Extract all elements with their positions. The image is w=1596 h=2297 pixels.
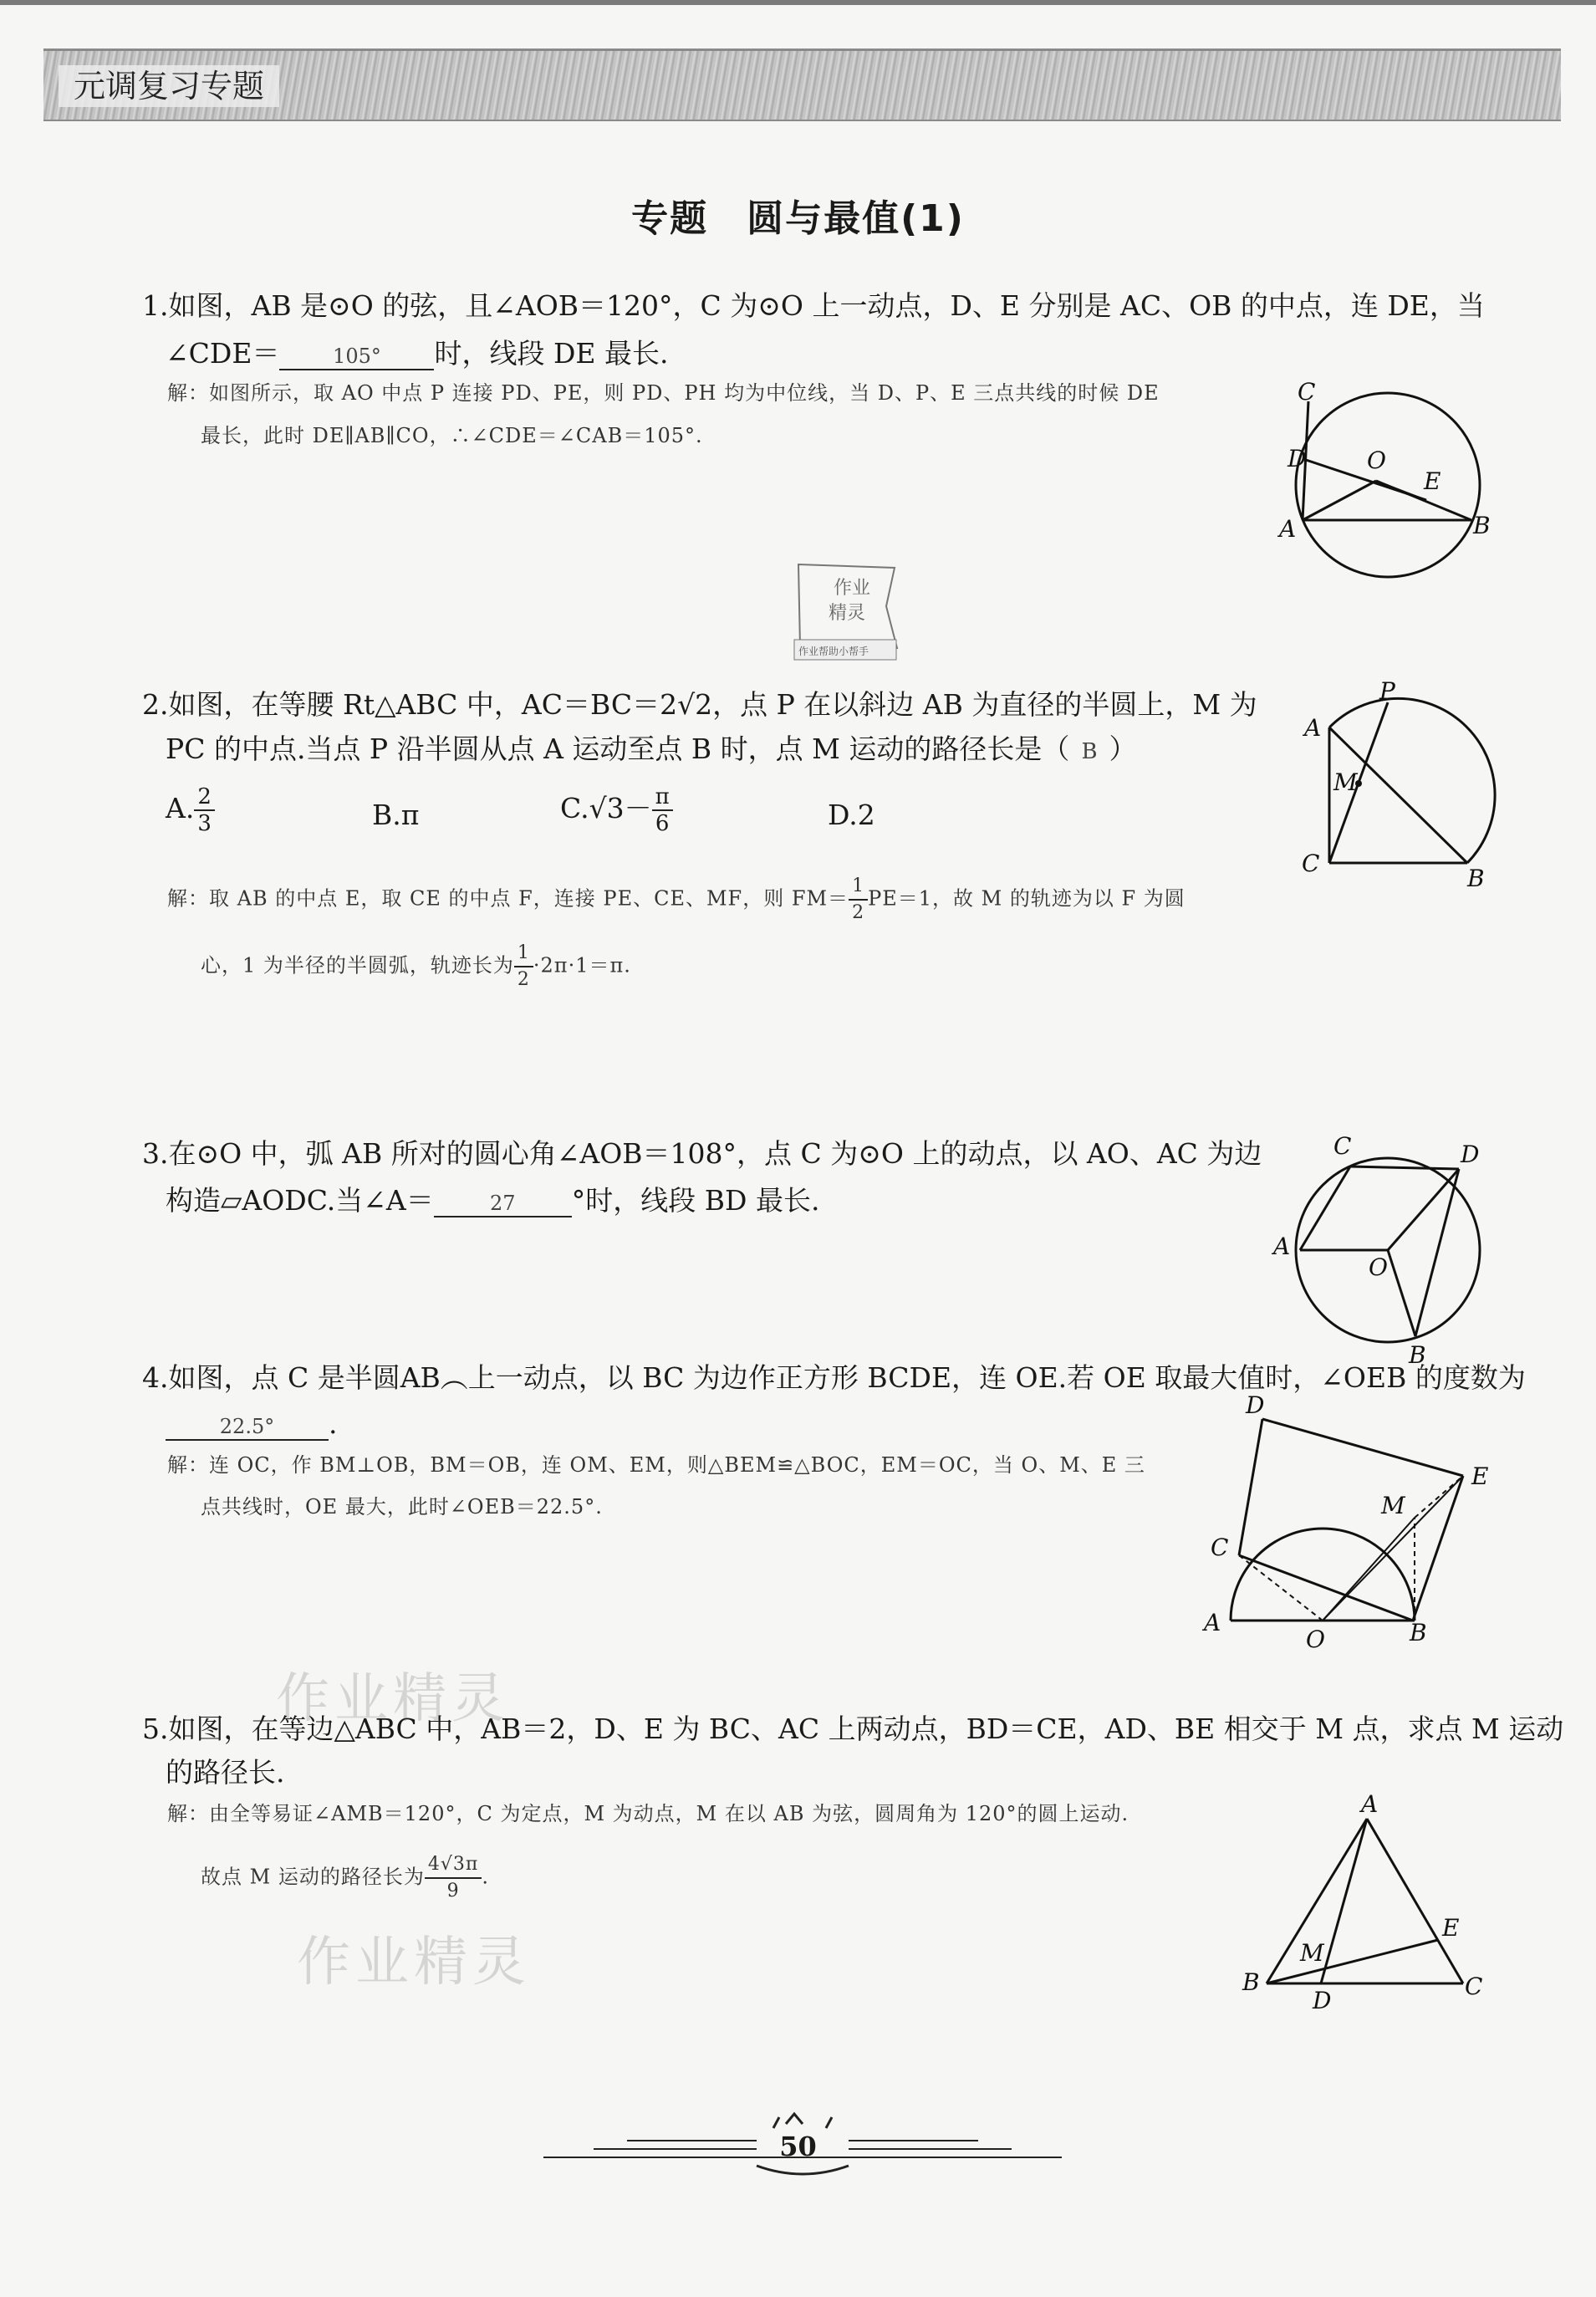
q5-fig-label-a: A	[1361, 1790, 1379, 1818]
q1-figure	[1271, 376, 1505, 585]
q2-fig-label-m: M	[1333, 768, 1358, 796]
q2-option-c-den: 6	[655, 811, 670, 836]
q5-fig-label-m: M	[1300, 1939, 1324, 1967]
q2-sol-1b: PE＝1，故 M 的轨迹为以 F 为圆	[868, 886, 1186, 911]
q2-option-c-prefix: C.√3－	[560, 792, 652, 824]
q4-fig-label-b: B	[1410, 1619, 1427, 1646]
q1-suffix: 时，线段 DE 最长.	[434, 337, 669, 370]
q2-option-b[interactable]: B.π	[372, 799, 420, 831]
q4-fig-label-o: O	[1306, 1626, 1325, 1653]
q2-sol-1a: 解：取 AB 的中点 E，取 CE 的中点 F，连接 PE、CE、MF，则 FM＝	[167, 886, 849, 911]
q5-fig-label-e: E	[1442, 1914, 1460, 1942]
q4-fig-label-a: A	[1204, 1609, 1221, 1636]
stamp-text-3: 作业帮助小帮手	[798, 646, 869, 657]
q2-text-line1: 2.如图，在等腰 Rt△ABC 中，AC＝BC＝2√2，点 P 在以斜边 AB 为直径的半圆上，M 为	[142, 688, 1257, 721]
q3-suffix: °时，线段 BD 最长.	[571, 1184, 820, 1217]
q2-sol-frac2	[514, 941, 533, 993]
q1-fig-label-d: D	[1288, 445, 1307, 472]
q2-sol-frac2-den: 2	[517, 969, 530, 990]
q3-fig-label-c: C	[1333, 1132, 1352, 1160]
q5-text-line1: 5.如图，在等边△ABC 中，AB＝2，D、E 为 BC、AC 上两动点，BD＝CE，AD、BE 相交于 M 点，求点 M 运动	[142, 1713, 1564, 1745]
q5-sol-frac-num: 4√3π	[425, 1852, 482, 1879]
q1-text-line2	[166, 330, 668, 377]
q1-fig-label-o: O	[1367, 447, 1386, 474]
q5-sol-2b: .	[482, 1865, 489, 1889]
q2-fig-label-b: B	[1467, 865, 1485, 892]
q1-solution-line1: 解：如图所示，取 AO 中点 P 连接 PD、PE，则 PD、PH 均为中位线，当 D、P、E 三点共线的时候 DE	[167, 381, 1160, 405]
watermark-1: 作业精灵	[276, 1668, 510, 1730]
q5-solution-line2	[201, 1852, 489, 1904]
q2-fig-label-c: C	[1302, 850, 1320, 877]
q3-figure	[1267, 1129, 1509, 1371]
q2-option-c-fraction	[652, 784, 673, 836]
q4-fig-label-d: D	[1246, 1391, 1265, 1419]
q3-fig-label-b: B	[1409, 1341, 1426, 1369]
page-number: 50	[779, 2131, 817, 2162]
q4-solution-line2: 点共线时，OE 最大，此时∠OEB＝22.5°.	[201, 1495, 603, 1519]
q2-figure	[1292, 677, 1509, 895]
q3-text-line2	[166, 1177, 819, 1224]
q2-option-a-den: 3	[197, 811, 212, 836]
q1-solution-line2: 最长，此时 DE∥AB∥CO，∴∠CDE＝∠CAB＝105°.	[201, 424, 703, 447]
q1-prefix: ∠CDE＝	[166, 337, 280, 370]
q1-fig-label-b: B	[1473, 512, 1491, 539]
q3-answer-blank: 27	[434, 1191, 572, 1217]
q5-sol-frac	[425, 1852, 482, 1904]
q5-solution-line1: 解：由全等易证∠AMB＝120°，C 为定点，M 为动点，M 在以 AB 为弦，圆周角为 120°的圆上运动.	[167, 1802, 1129, 1825]
q4-fig-label-m: M	[1381, 1492, 1405, 1519]
section-label: 元调复习专题	[59, 65, 279, 107]
q2-option-a-num: 2	[194, 784, 215, 811]
q4-text-line2	[166, 1401, 338, 1447]
q4-answer-blank: 22.5°	[166, 1414, 329, 1441]
page-title: 专题 圆与最值(1)	[631, 197, 965, 240]
q2-fig-label-p: P	[1379, 677, 1395, 705]
watermark-2: 作业精灵	[297, 1932, 531, 1993]
stamp-text-2: 精灵	[829, 603, 866, 624]
top-rule	[0, 0, 1596, 5]
q2-fig-label-a: A	[1304, 714, 1322, 742]
q4-fig-label-e: E	[1471, 1462, 1489, 1490]
q2-option-c[interactable]	[560, 784, 673, 836]
zuoye-jingling-stamp	[782, 556, 907, 673]
q1-answer-blank: 105°	[279, 344, 434, 370]
q4-fig-label-c: C	[1211, 1534, 1229, 1561]
q2-text-line2	[166, 726, 1137, 775]
q2-sol-frac1	[849, 874, 868, 926]
q4-figure	[1196, 1388, 1522, 1664]
q5-fig-label-d: D	[1313, 1987, 1332, 2014]
q2-solution-line1	[167, 874, 1186, 926]
q4-solution-line1: 解：连 OC，作 BM⊥OB，BM＝OB，连 OM、EM，则△BEM≌△BOC，EM＝OC，当 O、M、E 三	[167, 1453, 1145, 1477]
q2-sol-2b: ·2π·1＝π.	[533, 953, 631, 978]
q2-stem-end: ）	[1109, 732, 1137, 765]
q2-sol-frac2-num: 1	[514, 941, 533, 967]
q2-option-d[interactable]: D.2	[828, 799, 875, 831]
q1-fig-label-a: A	[1279, 515, 1297, 543]
q3-prefix: 构造▱AODC.当∠A＝	[166, 1184, 434, 1217]
q5-fig-label-c: C	[1465, 1973, 1483, 2000]
q1-fig-label-e: E	[1424, 467, 1441, 495]
q3-fig-label-d: D	[1461, 1141, 1480, 1168]
q5-sol-frac-den: 9	[446, 1881, 460, 1901]
stamp-text-1: 作业	[834, 578, 871, 599]
q3-fig-label-a: A	[1273, 1233, 1291, 1260]
q1-fig-label-c: C	[1298, 378, 1316, 406]
q2-sol-frac1-den: 2	[852, 902, 865, 923]
q4-text-line1: 4.如图，点 C 是半圆AB︵上一动点，以 BC 为边作正方形 BCDE，连 OE.若 OE 取最大值时，∠OEB 的度数为	[142, 1361, 1526, 1394]
q5-fig-label-b: B	[1242, 1968, 1260, 1996]
q2-solution-line2	[201, 941, 631, 993]
q5-sol-2a: 故点 M 运动的路径长为	[201, 1865, 425, 1889]
q3-text-line1: 3.在⊙O 中，弧 AB 所对的圆心角∠AOB＝108°，点 C 为⊙O 上的动点，以 AO、AC 为边	[142, 1137, 1262, 1170]
q2-option-c-num: π	[652, 784, 673, 811]
q2-stem: PC 的中点.当点 P 沿半圆从点 A 运动至点 B 时，点 M 运动的路径长是（	[166, 732, 1070, 765]
q1-text-line1: 1.如图，AB 是⊙O 的弦，且∠AOB＝120°，C 为⊙O 上一动点，D、E 分别是 AC、OB 的中点，连 DE，当	[142, 289, 1485, 322]
q4-suffix: .	[329, 1407, 338, 1440]
q5-figure	[1237, 1789, 1488, 2019]
q3-fig-label-o: O	[1369, 1253, 1388, 1281]
q2-sol-2a: 心，1 为半径的半圆弧，轨迹长为	[201, 953, 514, 978]
q2-sol-frac1-num: 1	[849, 874, 868, 901]
q2-option-a-fraction	[194, 784, 215, 836]
q2-option-a-prefix: A.	[166, 792, 195, 824]
q5-text-line2: 的路径长.	[166, 1756, 285, 1789]
q2-answer: B	[1081, 739, 1098, 764]
q2-option-a[interactable]	[166, 784, 215, 836]
